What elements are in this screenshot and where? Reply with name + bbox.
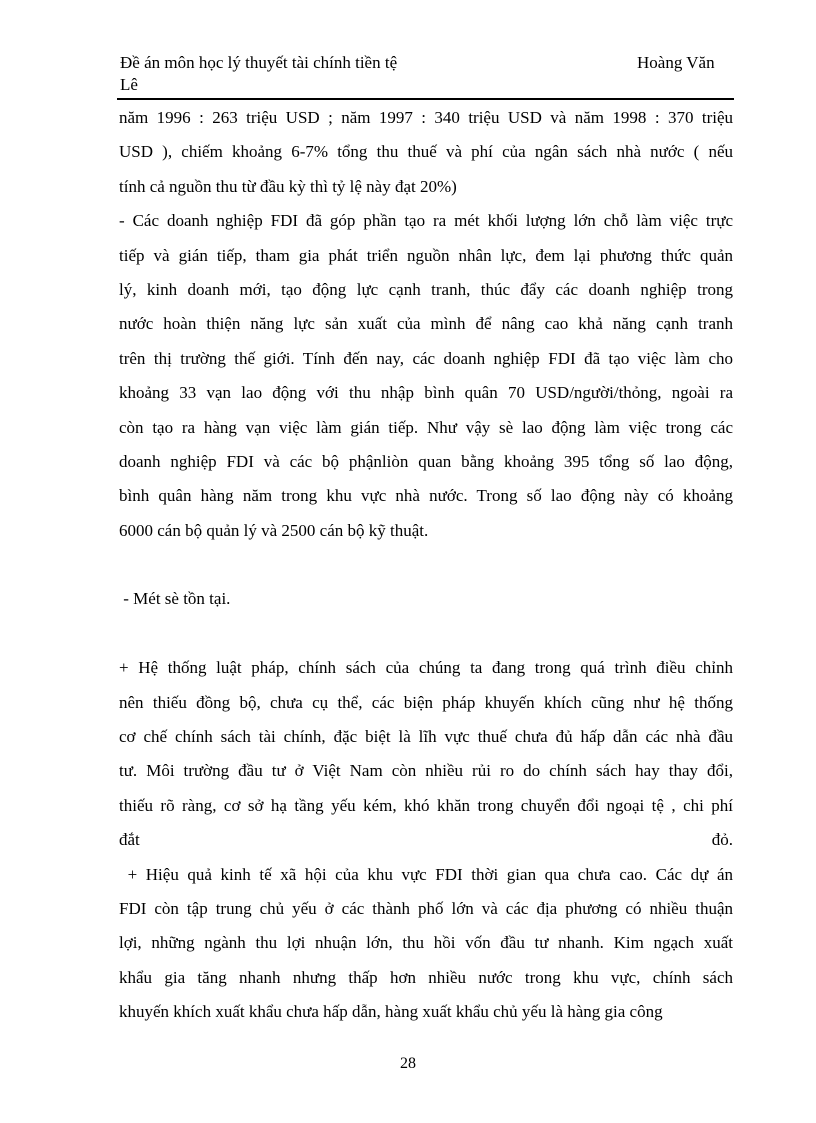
text-line: khẩu gia tăng nhanh nhưng thấp hơn nhiều nước trong khu vực, chính sách xyxy=(119,967,733,987)
header-author-continued: Lê xyxy=(120,75,138,94)
blank-line xyxy=(119,617,733,651)
paragraph-employment xyxy=(119,204,733,548)
text-line: 6000 cán bộ quản lý và 2500 cán bộ kỹ thuật. xyxy=(119,520,429,540)
text-line: USD ), chiếm khoảng 6-7% tổng thu thuế và phí của ngân sách nhà nước ( nếu xyxy=(119,142,733,162)
blank-line xyxy=(119,548,733,582)
header-title xyxy=(120,52,540,96)
text-line: trên thị trường thế giới. Tính đến nay, các doanh nghiệp FDI đã tạo việc làm cho xyxy=(119,348,733,368)
paragraph-efficiency xyxy=(119,858,733,1030)
section-heading: - Mét sè tồn tại. xyxy=(119,589,231,609)
text-line: nên thiếu đồng bộ, chưa cụ thể, các biện pháp khuyến khích cũng như hệ thống xyxy=(119,692,733,712)
text-line: bình quân hàng năm trong khu vực nhà nước. Trong số lao động này có khoảng xyxy=(119,486,733,506)
header-title-text: Đề án môn học lý thuyết tài chính tiền tệ xyxy=(120,53,398,72)
text-line: tiếp và gián tiếp, tham gia phát triển nguồn nhân lực, đem lại phương thức quản xyxy=(119,245,733,265)
text-line: doanh nghiệp FDI và các bộ phậnliòn quan bằng khoảng 395 tổng số lao động, xyxy=(119,451,733,471)
text-line: khuyến khích xuất khẩu chưa hấp dẫn, hàng xuất khẩu chủ yếu là hàng gia công xyxy=(119,1002,663,1022)
header-author: Hoàng Văn xyxy=(637,53,715,72)
text-line: khoảng 33 vạn lao động với thu nhập bình quân 70 USD/người/thỏng, ngoài ra xyxy=(119,383,733,403)
document-body xyxy=(119,101,733,1030)
text-line: nước hoàn thiện năng lực sản xuất của mình để nâng cao khả năng cạnh tranh xyxy=(119,314,733,334)
text-line: FDI còn tập trung chủ yếu ở các thành phố lớn và các địa phương có nhiều thuận xyxy=(119,898,733,918)
text-line: + Hiệu quả kinh tế xã hội của khu vực FDI thời gian qua chưa cao. Các dự án xyxy=(119,864,733,884)
paragraph-legal-issues xyxy=(119,651,733,857)
text-line: - Các doanh nghiệp FDI đã góp phần tạo ra mét khối lượng lớn chỗ làm việc trực xyxy=(119,211,733,231)
text-line: còn tạo ra hàng vạn việc làm gián tiếp. Như vậy sè lao động làm việc trong các xyxy=(119,417,733,437)
text-line: tư. Môi trường đầu tư ở Việt Nam còn nhiều rủi ro do chính sách hay thay đổi, xyxy=(119,761,733,781)
text-line: thiếu rõ ràng, cơ sở hạ tầng yếu kém, khó khăn trong chuyển đổi ngoại tệ , chi phí xyxy=(119,795,733,815)
text-line: + Hệ thống luật pháp, chính sách của chúng ta đang trong quá trình điều chỉnh xyxy=(119,658,733,678)
text-line: tính cả nguồn thu từ đầu kỳ thì tỷ lệ này đạt 20%) xyxy=(119,176,457,196)
text-line: đắt đỏ. xyxy=(119,830,733,850)
header-divider xyxy=(117,98,734,100)
page-number: 28 xyxy=(400,1055,416,1072)
text-line: lợi, những ngành thu lợi nhuận lớn, thu hồi vốn đầu tư nhanh. Kim ngạch xuất xyxy=(119,933,733,953)
text-line: cơ chế chính sách tài chính, đặc biệt là lĩh vực thuế chưa đủ hấp dẫn các nhà đầu xyxy=(119,727,733,747)
paragraph-revenue xyxy=(119,101,733,204)
text-line: lý, kinh doanh mới, tạo động lực cạnh tranh, thúc đẩy các doanh nghiệp trong xyxy=(119,279,733,299)
text-line: năm 1996 : 263 triệu USD ; năm 1997 : 340 triệu USD và năm 1998 : 370 triệu xyxy=(119,108,733,127)
